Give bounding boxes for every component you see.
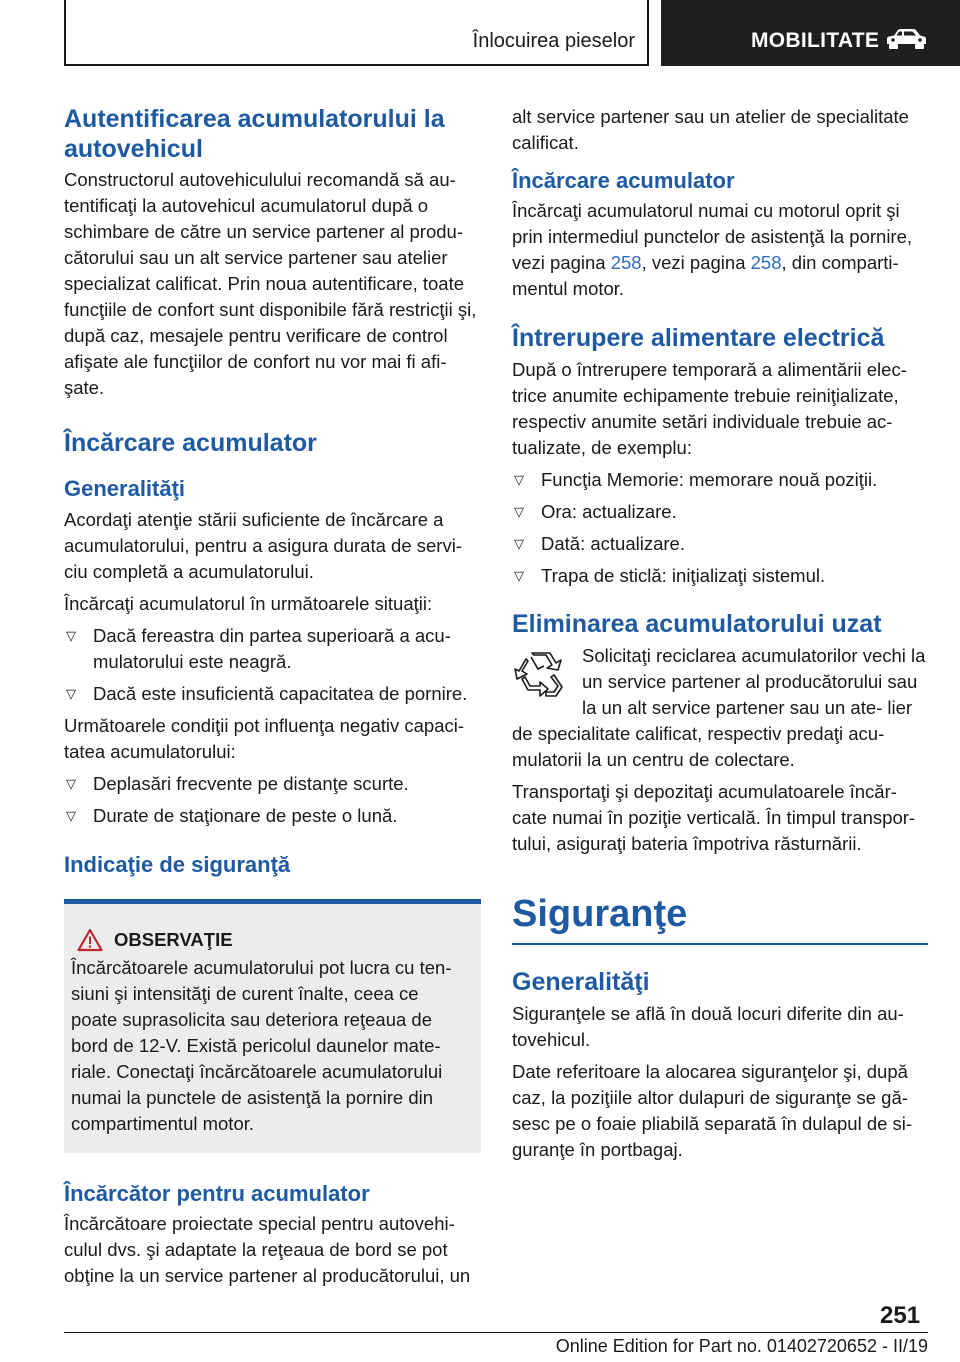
disposal-heading: Eliminarea acumulatorului uzat — [512, 610, 882, 638]
recycle-icon — [514, 649, 566, 701]
general-heading: Generalităţi — [64, 476, 186, 501]
list-item: ▽ Durate de staţionare de peste o lună. — [64, 803, 481, 829]
general-paragraph-2: Încărcaţi acumulatorul în următoarele situaţii: — [64, 593, 433, 614]
fuses-heading-block — [512, 891, 928, 945]
car-icon — [883, 27, 929, 53]
interrupt-paragraph: După o întrerupere temporară a alimentării elec- trice anumite echipamente trebuie reiniţializate, respectiv anumite setări individuale trebuie ac- tualizate, de exemplu: — [512, 359, 907, 458]
note-title: OBSERVAŢIE — [114, 929, 233, 950]
fuses-general-heading: Generalităţi — [512, 968, 650, 996]
bullet-triangle-icon: ▽ — [66, 808, 76, 823]
charger-heading: Încărcător pentru acumulator — [64, 1181, 370, 1206]
general-paragraph-1: Acordaţi atenţie stării suficiente de încărcare a acumulatorului, pentru a asigura durata de servi- ciu completă a acumulatorului. — [64, 509, 462, 582]
left-column — [64, 104, 481, 1289]
auth-paragraph: Constructorul autovehiculului recomandă să au- tentificaţi la autovehicul acumulatorul după o schimbare de către un service partener al produ- cătorului sau un alt service partener sau atelier specializat calificat. Prin noua autentificare, toate funcţiile de confort sunt disponibile fără restricţii şi, după caz, mesajele pentru verificare de control afişate ale funcţiilor de confort nu vor mai fi afi- şate. — [64, 169, 477, 398]
fuses-paragraph-2: Date referitoare la alocarea siguranţelor şi, după caz, la poziţiile altor dulapuri de siguranţe se gă- sesc pe o foaie pliabilă separată în dulapul de si- guranţe în portbagaj. — [512, 1061, 913, 1160]
list-item: ▽ Ora: actualizare. — [512, 499, 928, 525]
list-item: ▽ Dată: actualizare. — [512, 531, 928, 557]
page-number: 251 — [880, 1302, 921, 1329]
list-item: ▽ Trapa de sticlă: iniţializaţi sistemul. — [512, 563, 928, 589]
disposal-paragraph-1: Solicitaţi reciclarea acumulatorilor vechi la un service partener al producătorului sau la un alt service partener sau un ate- lier de specialitate calificat, respectiv predaţi acu- mulatorii la un centru de colectare. — [512, 645, 926, 770]
list-item: ▽ Dacă este insuficientă capacitatea de pornire. — [64, 681, 481, 707]
section-tab — [64, 0, 649, 66]
bullet-triangle-icon: ▽ — [66, 686, 76, 701]
charge-heading-right: Încărcare acumulator — [512, 168, 735, 193]
bullet-triangle-icon: ▽ — [66, 776, 76, 791]
page-link[interactable]: 258 — [610, 252, 642, 273]
footer-divider — [64, 1332, 928, 1333]
auth-heading: Autentificarea acumulatorului la autovehicul — [64, 105, 445, 163]
warning-note — [64, 899, 481, 1153]
fuses-paragraph-1: Siguranţele se află în două locuri diferite din au- tovehicul. — [512, 1003, 904, 1050]
section-title: Înlocuirea pieselor — [472, 30, 635, 52]
warning-triangle-icon — [77, 928, 103, 952]
chapter-title: MOBILITATE — [751, 29, 880, 52]
bullet-triangle-icon: ▽ — [514, 472, 524, 487]
continued-paragraph: alt service partener sau un atelier de specialitate calificat. — [512, 106, 909, 153]
disposal-paragraph-2: Transportaţi şi depozitaţi acumulatoarele încăr- cate numai în poziţie verticală. În timpul transpor- tului, asiguraţi bateria împotriva răsturnării. — [512, 781, 916, 854]
bullet-triangle-icon: ▽ — [66, 628, 76, 643]
chapter-tab — [661, 0, 960, 66]
list-item: ▽ Funcţia Memorie: memorare nouă poziţii. — [512, 467, 928, 493]
charge-heading: Încărcare acumulator — [64, 429, 317, 457]
bullet-triangle-icon: ▽ — [514, 536, 524, 551]
list-item: ▽ Deplasări frecvente pe distanţe scurte. — [64, 771, 481, 797]
bullet-triangle-icon: ▽ — [514, 568, 524, 583]
page-header — [0, 0, 960, 66]
bullet-triangle-icon: ▽ — [514, 504, 524, 519]
charge-paragraph: Încărcaţi acumulatorul numai cu motorul oprit şi prin intermediul punctelor de asistenţă la pornire, vezi pagina 258, vezi pagina 258, din comparti- mentul motor. — [512, 200, 913, 299]
factors-intro: Următoarele condiţii pot influenţa negativ capaci- tatea acumulatorului: — [64, 715, 465, 762]
note-text: Încărcătoarele acumulatorului pot lucra cu ten- siuni şi intensităţi de curent înalte, ceea ce poate suprasolicita sau deteriora reţeaua de bord de 12-V. Există pericolul daunelor mate- riale. Conectaţi încărcătoarele acumulatorului numai la punctele de asistenţă la pornire din compartimentul motor. — [71, 957, 452, 1134]
right-column — [512, 104, 928, 1163]
safety-heading: Indicaţie de siguranţă — [64, 852, 291, 877]
interrupt-heading: Întrerupere alimentare electrică — [512, 324, 885, 352]
page-link[interactable]: 258 — [750, 252, 782, 273]
fuses-heading: Siguranţe — [512, 893, 688, 935]
edition-footer: Online Edition for Part no. 01402720652 - II/19 — [555, 1336, 928, 1356]
list-item: ▽ Dacă fereastra din partea superioară a acu- mulatorului este neagră. — [66, 625, 451, 672]
charger-paragraph: Încărcătoare proiectate special pentru autovehi- culul dvs. şi adaptate la reţeaua de bord se pot obţine la un service partener al producătorului, un — [64, 1213, 471, 1286]
